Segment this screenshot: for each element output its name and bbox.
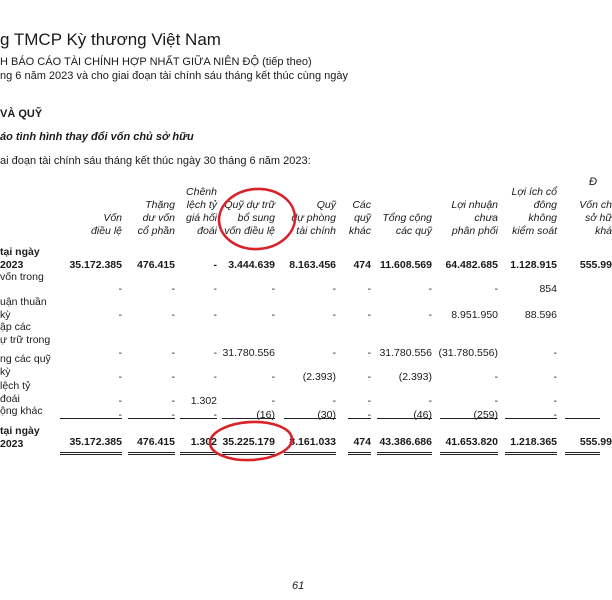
column-header-4-line-3: bổ sung (237, 212, 275, 224)
subtotal-rule (565, 418, 600, 419)
cell-value: - (367, 309, 371, 321)
subtotal-rule (440, 418, 498, 419)
row-label: vốn trong (0, 271, 44, 283)
cell-value: (259) (473, 409, 498, 421)
subtotal-rule (222, 418, 275, 419)
subtotal-rule (128, 418, 175, 419)
row-label: kỳ (0, 366, 11, 378)
row-label: tại ngày (0, 425, 40, 437)
column-header-5-line-3: dự phòng (291, 212, 336, 224)
cell-value: - (367, 409, 371, 421)
subtotal-rule (60, 418, 122, 419)
cell-value: - (171, 371, 175, 383)
row-label: tại ngày (0, 246, 40, 258)
cell-value: (30) (317, 409, 336, 421)
cell-value: 11.608.569 (380, 259, 432, 271)
cell-value: 1.302 (190, 436, 217, 448)
total-double-rule (60, 452, 122, 455)
cell-value: 35.225.179 (222, 436, 275, 448)
column-header-3-line-2: lệch tỷ (186, 199, 217, 211)
cell-value: - (332, 395, 336, 407)
cell-value: - (171, 309, 175, 321)
column-header-6-line-2: Các (352, 199, 371, 211)
column-header-8-line-4: phân phối (451, 225, 498, 237)
total-double-rule (440, 452, 498, 455)
column-header-7-line-3: Tổng cộng (382, 212, 432, 224)
total-double-rule (377, 452, 432, 455)
cell-value: 43.386.686 (379, 436, 432, 448)
total-double-rule (284, 452, 336, 455)
cell-value: - (213, 409, 217, 421)
column-header-10-line-4: khá (595, 225, 612, 237)
cell-value: 8.161.033 (289, 436, 336, 448)
column-header-2-line-3: dư vốn (142, 212, 175, 224)
cell-value: 8.163.456 (289, 259, 336, 271)
cell-value: 31.780.556 (222, 347, 275, 359)
cell-value: - (494, 395, 498, 407)
cell-value: - (494, 371, 498, 383)
row-label: lệch tỷ (0, 380, 31, 392)
unit-fragment: Đ (589, 176, 597, 188)
column-header-3-line-3: giá hối (186, 212, 217, 224)
cell-value: 35.172.385 (69, 259, 122, 271)
column-header-9-line-2: đông (533, 199, 557, 211)
column-header-9-line-4: kiểm soát (512, 225, 557, 237)
row-label: uận thuần (0, 296, 47, 308)
cell-value: 64.482.685 (445, 259, 498, 271)
cell-value: (31.780.556) (438, 347, 498, 359)
cell-value: 476.415 (137, 259, 175, 271)
cell-value: - (213, 347, 217, 359)
total-double-rule (505, 452, 557, 455)
cell-value: 555.99 (579, 436, 612, 448)
cell-value: - (213, 371, 217, 383)
report-title: H BÁO CÁO TÀI CHÍNH HỢP NHẤT GIỮA NIÊN ĐỘ (tiếp theo) (0, 56, 312, 68)
cell-value: 1.302 (190, 395, 217, 407)
column-header-9-line-1: Lợi ích cổ (511, 186, 557, 198)
cell-value: - (171, 347, 175, 359)
cell-value: 3.444.639 (228, 259, 275, 271)
section-subtitle: áo tình hình thay đổi vốn chủ sở hữu (0, 131, 194, 143)
cell-value: - (271, 395, 275, 407)
page-number: 61 (292, 580, 305, 592)
column-header-8-line-3: chưa (474, 212, 498, 224)
cell-value: - (332, 283, 336, 295)
cell-value: 555.99 (579, 259, 612, 271)
row-label: 2023 (0, 259, 24, 271)
total-double-rule (180, 452, 217, 455)
cell-value: (2.393) (302, 371, 336, 383)
row-label: đoái (0, 393, 20, 405)
cell-value: - (118, 283, 122, 295)
cell-value: - (271, 371, 275, 383)
cell-value: - (553, 395, 557, 407)
cell-value: 1.218.365 (510, 436, 557, 448)
column-header-4-line-2: Quỹ dự trữ (224, 199, 275, 211)
cell-value: 31.780.556 (379, 347, 432, 359)
cell-value: - (367, 371, 371, 383)
column-header-10-line-2: Vốn ch (579, 199, 612, 211)
column-header-5-line-4: tài chính (296, 225, 336, 237)
row-label: ự trữ trong (0, 334, 51, 346)
cell-value: - (367, 395, 371, 407)
cell-value: - (553, 409, 557, 421)
column-header-3-line-4: đoái (197, 225, 217, 237)
column-header-6-line-4: khác (348, 225, 371, 237)
column-header-1-line-4: điều lệ (91, 225, 122, 237)
company-name: g TMCP Kỳ thương Việt Nam (0, 30, 221, 49)
section-intro: ai đoạn tài chính sáu tháng kết thúc ngày 30 tháng 6 năm 2023: (0, 155, 311, 167)
column-header-5-line-2: Quỹ (316, 199, 336, 211)
row-label: ng các quỹ (0, 353, 51, 365)
row-label: ộng khác (0, 405, 43, 417)
cell-value: - (213, 259, 217, 271)
total-double-rule (565, 452, 600, 455)
cell-value: 474 (353, 436, 371, 448)
cell-value: (16) (256, 409, 275, 421)
cell-value: - (428, 395, 432, 407)
cell-value: (46) (413, 409, 432, 421)
cell-value: - (553, 347, 557, 359)
total-double-rule (222, 452, 275, 455)
column-header-2-line-4: cổ phần (137, 225, 175, 237)
cell-value: 8.951.950 (451, 309, 498, 321)
cell-value: (2.393) (398, 371, 432, 383)
cell-value: - (118, 309, 122, 321)
total-double-rule (348, 452, 371, 455)
cell-value: - (553, 371, 557, 383)
row-label: ập các (0, 321, 31, 333)
subtotal-rule (348, 418, 371, 419)
cell-value: - (118, 347, 122, 359)
cell-value: - (171, 395, 175, 407)
cell-value: - (271, 283, 275, 295)
cell-value: - (213, 283, 217, 295)
column-header-3-line-1: Chênh (186, 186, 217, 198)
cell-value: 41.653.820 (445, 436, 498, 448)
column-header-9-line-3: không (528, 212, 557, 224)
cell-value: - (171, 409, 175, 421)
subtotal-rule (505, 418, 557, 419)
subtotal-rule (377, 418, 432, 419)
cell-value: - (118, 395, 122, 407)
cell-value: - (367, 347, 371, 359)
cell-value: 1.128.915 (510, 259, 557, 271)
cell-value: - (213, 309, 217, 321)
column-header-7-line-4: các quỹ (395, 225, 432, 237)
cell-value: 474 (353, 259, 371, 271)
cell-value: - (332, 347, 336, 359)
cell-value: - (428, 283, 432, 295)
subtotal-rule (284, 418, 336, 419)
cell-value: - (428, 309, 432, 321)
cell-value: - (494, 283, 498, 295)
cell-value: 476.415 (137, 436, 175, 448)
subtotal-rule (180, 418, 217, 419)
cell-value: 854 (539, 283, 557, 295)
total-double-rule (128, 452, 175, 455)
cell-value: - (271, 309, 275, 321)
cell-value: 35.172.385 (69, 436, 122, 448)
column-header-6-line-3: quỹ (354, 212, 371, 224)
column-header-8-line-2: Lợi nhuận (451, 199, 498, 211)
row-label: 2023 (0, 438, 24, 450)
cell-value: - (171, 283, 175, 295)
row-label: kỳ (0, 309, 11, 321)
column-header-4-line-4: vốn điều lệ (224, 225, 275, 237)
column-header-1-line-3: Vốn (103, 212, 122, 224)
cell-value: - (332, 309, 336, 321)
cell-value: - (367, 283, 371, 295)
column-header-2-line-2: Thặng (145, 199, 175, 211)
section-title: VÀ QUỸ (0, 108, 43, 120)
cell-value: 88.596 (524, 309, 557, 321)
cell-value: - (118, 371, 122, 383)
cell-value: - (118, 409, 122, 421)
column-header-10-line-3: sở hữ (584, 212, 612, 224)
report-period: ng 6 năm 2023 và cho giai đoạn tài chính sáu tháng kết thúc cùng ngày (0, 70, 348, 82)
